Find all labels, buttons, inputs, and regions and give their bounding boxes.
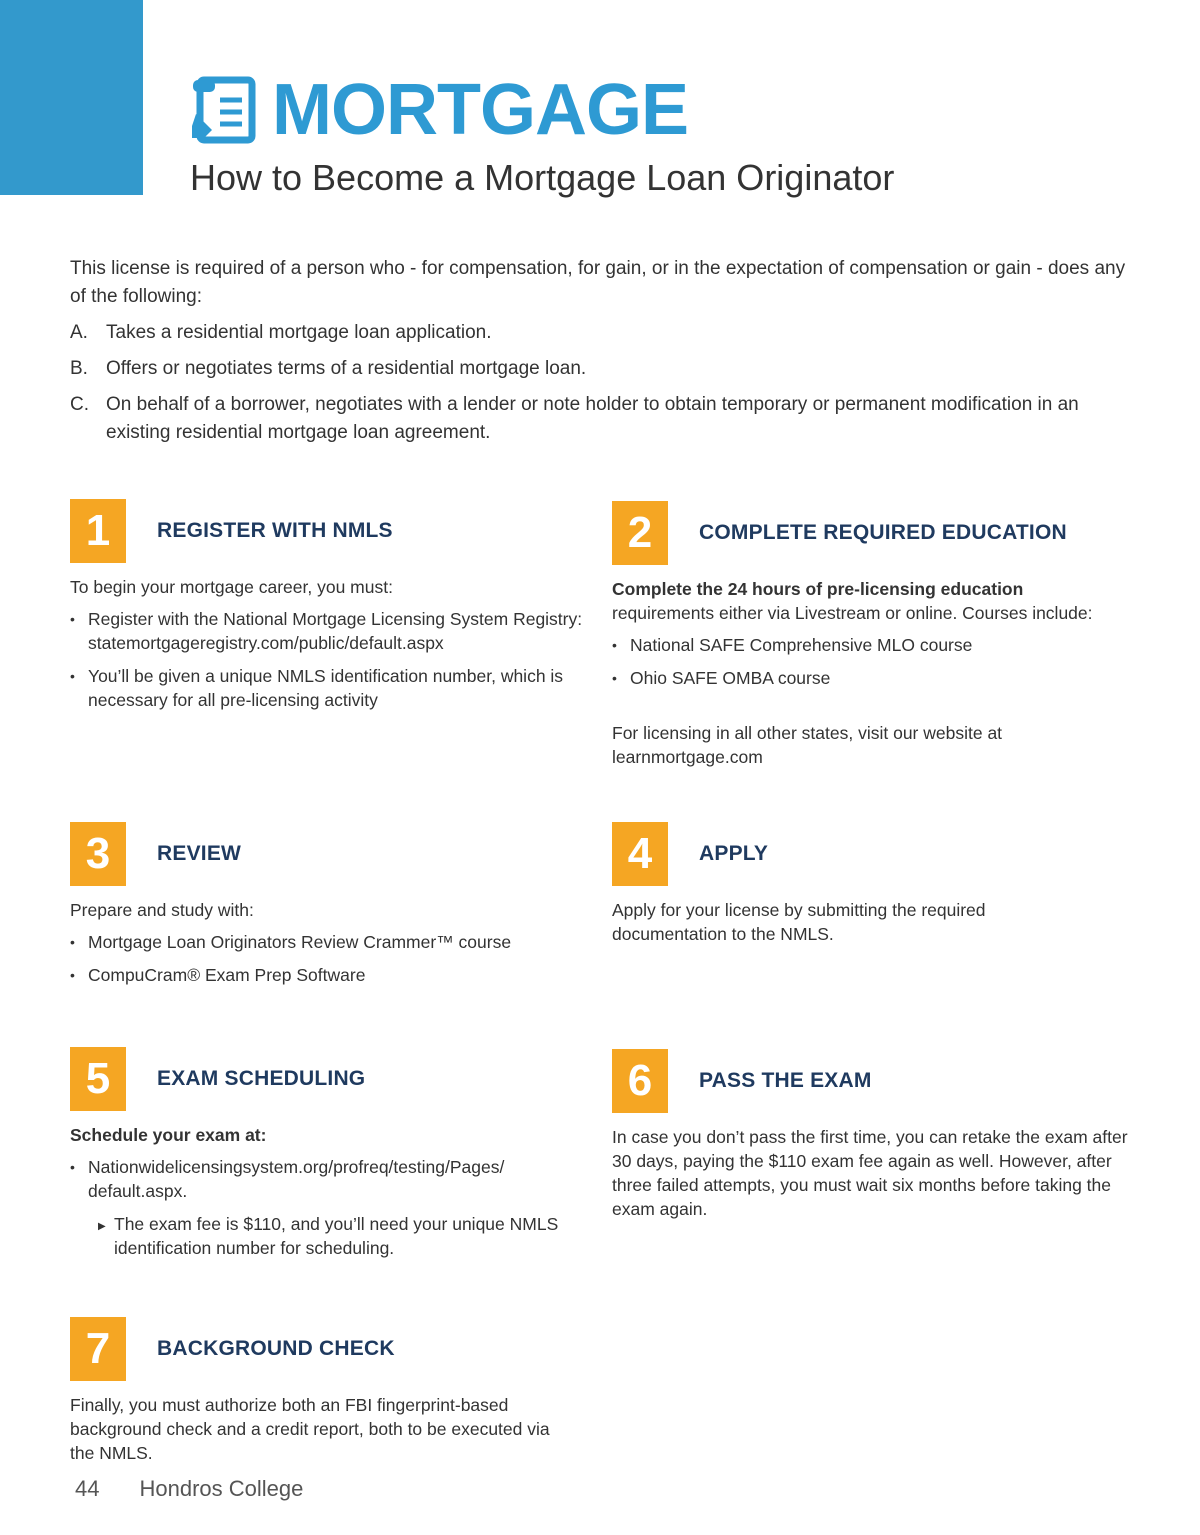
bullet-item: • National SAFE Comprehensive MLO course (612, 633, 1132, 657)
list-item (70, 355, 1130, 383)
step-exam-scheduling (70, 1047, 590, 1260)
page-footer (75, 1476, 303, 1502)
bullet-item: • Mortgage Loan Originators Review Crammer™ course (70, 930, 590, 954)
bullet-list (70, 1155, 570, 1203)
step-body (70, 575, 590, 712)
step-header (612, 822, 1132, 886)
step-title: EXAM SCHEDULING (157, 1067, 366, 1090)
step-education (612, 501, 1132, 769)
bullet-list (70, 607, 590, 712)
step-background-check (70, 1317, 590, 1465)
step-title: BACKGROUND CHECK (157, 1337, 395, 1360)
step-body (612, 1125, 1132, 1221)
bullet-list (612, 633, 1132, 690)
step-body (70, 1123, 570, 1260)
list-letter: B. (70, 358, 88, 379)
step-note: For licensing in all other states, visit our website at learnmortgage.com (612, 723, 1003, 767)
list-text: Offers or negotiates terms of a residential mortgage loan. (106, 358, 587, 379)
step-body (70, 898, 590, 987)
requirement-list (70, 319, 1130, 447)
step-header (612, 1049, 1132, 1113)
bullet-item: • Register with the National Mortgage Licensing System Registry: statemortgageregistry.com/public/default.aspx (70, 607, 590, 655)
publisher-name: Hondros College (139, 1476, 304, 1501)
step-lead: Schedule your exam at: (70, 1125, 267, 1145)
step-number-badge: 3 (70, 822, 126, 886)
step-number-badge: 6 (612, 1049, 668, 1113)
step-review (70, 822, 590, 996)
document-pen-icon (190, 74, 262, 146)
step-number-badge: 7 (70, 1317, 126, 1381)
bullet-item: • CompuCram® Exam Prep Software (70, 963, 590, 987)
step-header (70, 499, 590, 563)
sub-bullet-item: ▶ The exam fee is $110, and you’ll need your unique NMLS identification number for scheduling. (70, 1212, 570, 1260)
bullet-item: • Nationwidelicensingsystem.org/profreq/testing/Pages/ default.aspx. (70, 1155, 570, 1203)
list-text: Takes a residential mortgage loan application. (106, 322, 492, 343)
list-text: On behalf of a borrower, negotiates with a lender or note holder to obtain temporary or permanent modification in an existing residential mortgage loan agreement. (106, 394, 1079, 443)
list-item (70, 391, 1130, 447)
list-letter: C. (70, 394, 89, 415)
corner-accent-block (0, 0, 143, 195)
step-header (70, 1317, 590, 1381)
step-lead: Prepare and study with: (70, 900, 254, 920)
step-number-badge: 2 (612, 501, 668, 565)
step-title: REGISTER WITH NMLS (157, 519, 393, 542)
step-title: COMPLETE REQUIRED EDUCATION (699, 521, 1067, 544)
step-number-badge: 1 (70, 499, 126, 563)
step-pass-exam (612, 1049, 1132, 1221)
step-body (612, 898, 1052, 946)
step-header (70, 1047, 590, 1111)
step-text: Apply for your license by submitting the required documentation to the NMLS. (612, 900, 986, 944)
bullet-item: • You’ll be given a unique NMLS identification number, which is necessary for all pre-licensing activity (70, 664, 590, 712)
logo-wordmark: MORTGAGE (272, 70, 688, 150)
step-lead-rest: requirements either via Livestream or online. Courses include: (612, 603, 1093, 623)
step-lead: To begin your mortgage career, you must: (70, 577, 393, 597)
step-register (70, 499, 590, 721)
step-title: PASS THE EXAM (699, 1069, 872, 1092)
step-body (612, 577, 1132, 769)
page-title: How to Become a Mortgage Loan Originator (190, 157, 895, 198)
step-text: In case you don’t pass the first time, you can retake the exam after 30 days, paying the $110 exam fee again as well. However, after three failed attempts, you must wait six months before taking the exam again. (612, 1127, 1128, 1219)
intro-paragraph: This license is required of a person who - for compensation, for gain, or in the expectation of compensation or gain - does any of the following: (70, 258, 1126, 307)
step-apply (612, 822, 1132, 946)
bullet-item: • Ohio SAFE OMBA course (612, 666, 1132, 690)
step-number-badge: 4 (612, 822, 668, 886)
mortgage-logo (190, 70, 688, 150)
step-title: APPLY (699, 842, 769, 865)
step-lead-bold: Complete the 24 hours of pre-licensing education (612, 579, 1024, 599)
step-number-badge: 5 (70, 1047, 126, 1111)
list-letter: A. (70, 322, 88, 343)
step-body (70, 1393, 560, 1465)
step-header (612, 501, 1132, 565)
page-number: 44 (75, 1476, 100, 1501)
bullet-list (70, 930, 590, 987)
step-title: REVIEW (157, 842, 242, 865)
step-text: Finally, you must authorize both an FBI fingerprint-based background check and a credit report, both to be executed via the NMLS. (70, 1395, 550, 1463)
intro-section (70, 255, 1130, 455)
step-header (70, 822, 590, 886)
step-lead (612, 577, 1132, 625)
list-item (70, 319, 1130, 347)
